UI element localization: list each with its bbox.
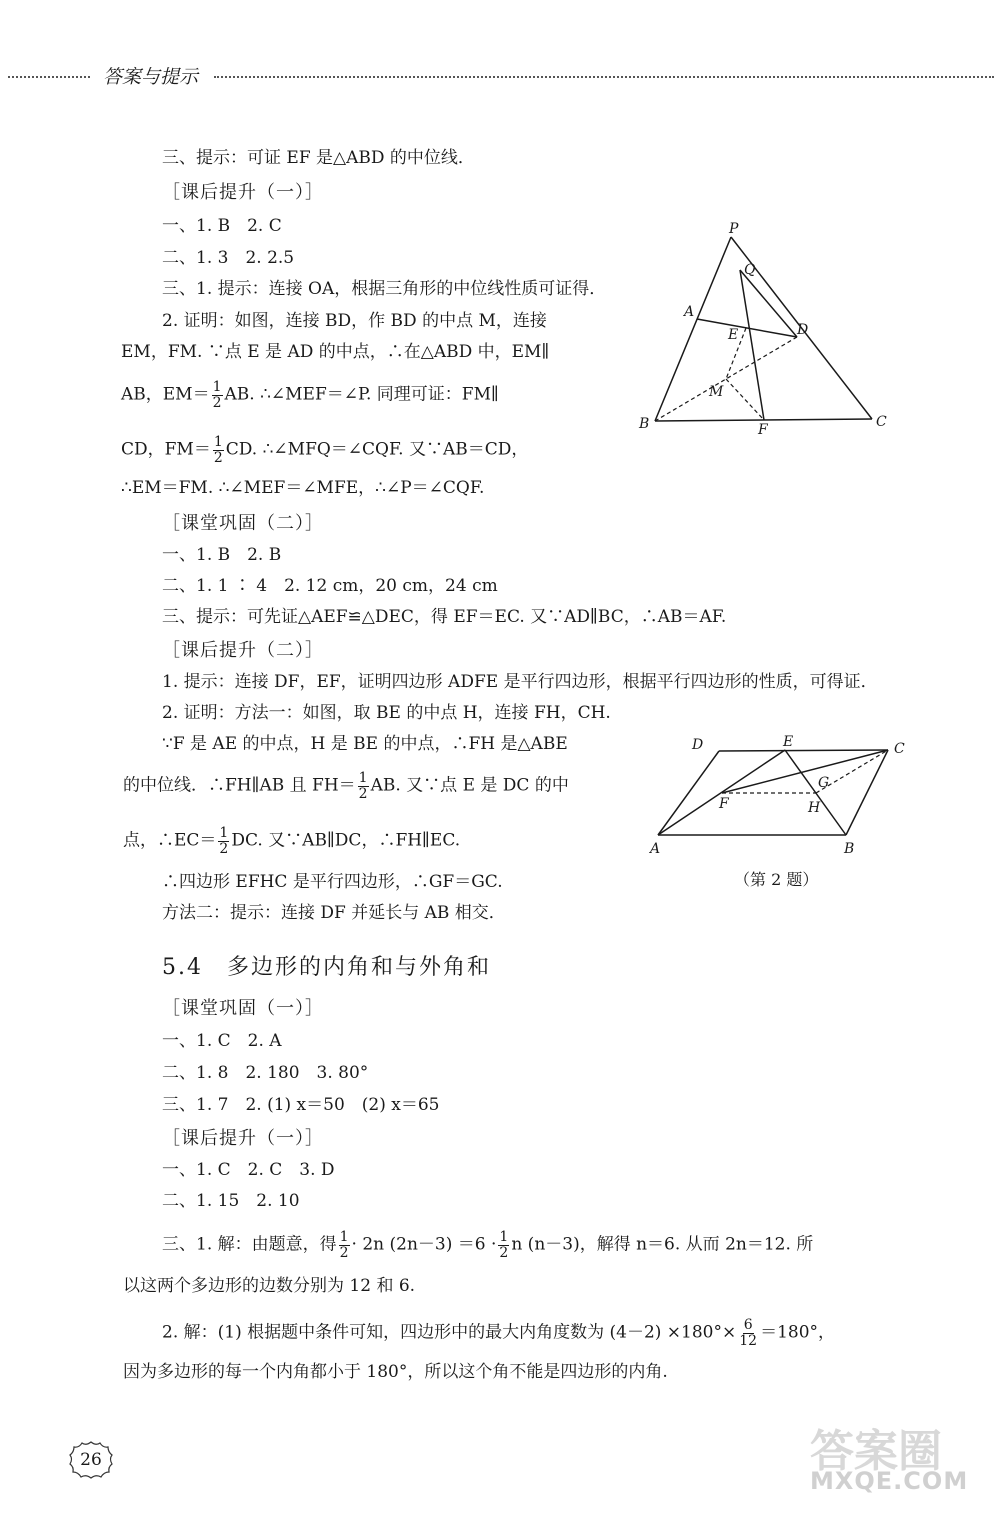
label-D: D — [797, 322, 809, 338]
fraction — [498, 1230, 509, 1260]
fraction-denominator: 2 — [212, 394, 222, 411]
fraction-numerator: 1 — [499, 1229, 509, 1245]
text-segment: 2. 解：(1) 根据题中条件可知，四边形中的最大内角度数为 (4－2) ×180°× — [162, 1322, 737, 1343]
geometry-figure-triangle — [630, 215, 900, 445]
text-line-with-fraction — [123, 826, 460, 856]
text-line: 因为多边形的每一个内角都小于 180°，所以这个角不能是四边形的内角. — [123, 1362, 668, 1382]
segment-FC — [722, 750, 888, 793]
fraction-denominator: 2 — [339, 1244, 349, 1261]
page-number: 26 — [80, 1450, 102, 1470]
text-line-with-fraction — [121, 380, 499, 410]
fraction — [339, 1230, 350, 1260]
section-heading: ［课堂巩固（二）］ — [162, 513, 324, 534]
text-segment: DC. 又∵AB∥DC，∴FH∥EC. — [231, 830, 461, 851]
text-line: 二、1. 15 2. 10 — [162, 1191, 300, 1211]
text-segment: AB. ∴∠MEF＝∠P. 同理可证：FM∥ — [224, 384, 499, 405]
label-G: G — [818, 775, 830, 791]
section-heading: ［课后提升（一）］ — [162, 182, 324, 203]
text-line: 一、1. B 2. B — [162, 545, 282, 565]
text-segment: n (n－3)，解得 n＝6. 从而 2n＝12. 所 — [511, 1234, 814, 1255]
text-segment: 的中位线．∴FH∥AB 且 FH＝ — [123, 775, 356, 796]
fraction-denominator: 2 — [213, 449, 223, 466]
watermark-logo — [800, 1415, 990, 1505]
label-B: B — [639, 416, 650, 432]
text-line: 三、提示：可先证△AEF≌△DEC，得 EF＝EC. 又∵AD∥BC，∴AB＝AF. — [162, 607, 727, 627]
fraction-denominator: 2 — [219, 840, 229, 857]
watermark-url: MXQE.COM — [810, 1467, 969, 1495]
text-segment: 点，∴EC＝ — [123, 830, 217, 851]
header-title: 答案与提示 — [103, 66, 199, 88]
text-line: 一、1. B 2. C — [162, 216, 282, 236]
text-line: 以这两个多边形的边数分别为 12 和 6. — [123, 1276, 416, 1296]
label-H: H — [808, 800, 821, 816]
segment-DC — [719, 750, 888, 751]
label-A: A — [650, 841, 661, 857]
text-line: ∴四边形 EFHC 是平行四边形，∴GF＝GC. — [162, 872, 503, 892]
text-segment: 三、1. 解：由题意，得 — [162, 1234, 337, 1255]
label-E: E — [728, 327, 739, 343]
fraction-numerator: 1 — [339, 1229, 349, 1245]
section-heading: ［课后提升（一）］ — [162, 1128, 324, 1149]
text-line: 1. 提示：连接 DF，EF，证明四边形 ADFE 是平行四边形，根据平行四边形的性质，可得证． — [162, 672, 878, 692]
label-C: C — [876, 414, 887, 430]
segment-AD — [697, 319, 797, 337]
label-F: F — [758, 422, 768, 438]
text-line: ∵F 是 AE 的中点，H 是 BE 的中点，∴FH 是△ABE — [162, 734, 568, 754]
text-line: 二、1. 8 2. 180 3. 80° — [162, 1063, 369, 1083]
fraction-denominator: 2 — [358, 785, 368, 802]
text-line: 三、1. 7 2. (1) x＝50 (2) x＝65 — [162, 1095, 440, 1115]
fraction — [213, 435, 224, 465]
section-heading: ［课后提升（二）］ — [162, 640, 324, 661]
chapter-title: 5.4 多边形的内角和与外角和 — [162, 955, 491, 980]
fraction-denominator: 12 — [739, 1332, 758, 1349]
label-D: D — [692, 737, 704, 753]
fraction-numerator: 6 — [743, 1317, 753, 1333]
text-line: 2. 证明：方法一：如图，取 BE 的中点 H，连接 FH，CH. — [162, 703, 611, 723]
text-line: 三、1. 提示：连接 OA，根据三角形的中位线性质可证得． — [162, 279, 607, 299]
text-line: 方法二：提示：连接 DF 并延长与 AB 相交． — [162, 903, 506, 923]
text-line-with-fraction — [121, 435, 528, 465]
text-line-with-fraction — [123, 771, 569, 801]
text-line: 2. 证明：如图，连接 BD，作 BD 的中点 M，连接 — [162, 311, 547, 331]
label-Q: Q — [744, 262, 756, 278]
text-line: 二、1. 3 2. 2.5 — [162, 248, 295, 268]
fraction-numerator: 1 — [358, 770, 368, 786]
text-segment: CD，FM＝ — [121, 439, 211, 460]
text-segment: AB，EM＝ — [121, 384, 210, 405]
text-line: 二、1. 1 ∶ 4 2. 12 cm，20 cm，24 cm — [162, 576, 498, 596]
text-line: EM，FM. ∵点 E 是 AD 的中点，∴在△ABD 中，EM∥ — [121, 342, 550, 362]
text-line: ∴EM＝FM. ∴∠MEF＝∠MFE，∴∠P＝∠CQF. — [121, 478, 485, 498]
fraction — [212, 380, 223, 410]
text-segment: CD. ∴∠MFQ＝∠CQF. 又∵AB＝CD， — [225, 439, 529, 460]
segment-DA — [658, 751, 719, 835]
fraction-numerator: 1 — [213, 434, 223, 450]
text-segment: ＝180°， — [760, 1322, 836, 1343]
fraction — [218, 826, 229, 856]
text-segment: AB. 又∵点 E 是 DC 的中 — [370, 775, 569, 796]
label-M: M — [709, 384, 724, 400]
label-P: P — [729, 221, 739, 237]
label-C: C — [894, 741, 905, 757]
text-line: 一、1. C 2. A — [162, 1031, 282, 1051]
fraction-numerator: 1 — [219, 825, 229, 841]
text-line-with-fraction — [162, 1230, 813, 1260]
text-line: 三、提示：可证 EF 是△ABD 的中位线． — [162, 148, 475, 168]
header-dots-left — [8, 76, 90, 78]
label-E: E — [783, 734, 794, 750]
segment-QF — [740, 270, 764, 420]
fraction-denominator: 2 — [499, 1244, 509, 1261]
section-heading: ［课堂巩固（一）］ — [162, 998, 324, 1019]
geometry-figure-parallelogram — [640, 732, 910, 862]
watermark-text: 答案圈 — [810, 1426, 942, 1477]
text-line: 一、1. C 2. C 3. D — [162, 1160, 335, 1180]
label-A: A — [684, 304, 695, 320]
figure-caption: （第 2 题） — [734, 870, 819, 889]
fraction-numerator: 1 — [212, 379, 222, 395]
header-dots-right — [214, 76, 994, 78]
text-segment: · 2n (2n－3) ＝6 · — [351, 1234, 497, 1255]
fraction — [738, 1318, 758, 1348]
label-B: B — [844, 841, 855, 857]
text-line-with-fraction — [162, 1318, 835, 1348]
label-F: F — [719, 796, 729, 812]
fraction — [358, 771, 369, 801]
